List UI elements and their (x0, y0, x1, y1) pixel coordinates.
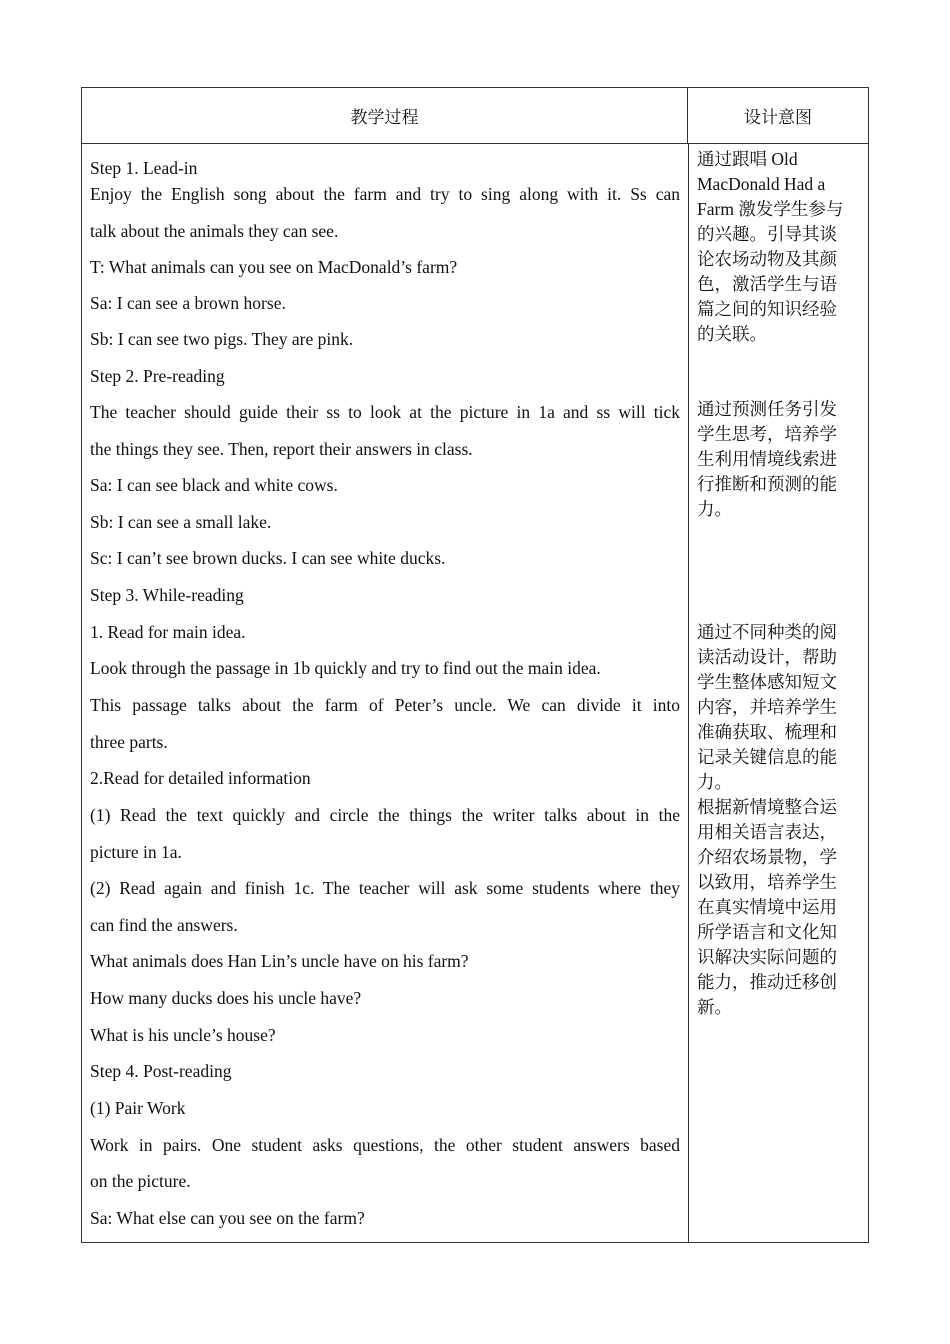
header-design-intent: 设计意图 (744, 108, 812, 127)
process-line: Sa: I can see black and white cows. (90, 475, 338, 495)
process-line: the things they see. Then, report their answers in class. (90, 439, 473, 459)
process-line: on the picture. (90, 1171, 191, 1191)
process-line: Work in pairs. One student asks questions, the other student answers based (90, 1135, 680, 1155)
intent-line: 学生思考，培养学 (697, 424, 837, 444)
process-line: (1) Read the text quickly and circle the things the writer talks about in the (90, 805, 680, 825)
intent-line: MacDonald Had a (697, 174, 826, 194)
process-line: 2.Read for detailed information (90, 768, 311, 788)
intent-line: 所学语言和文化知 (697, 922, 837, 942)
intent-line: 记录关键信息的能 (697, 747, 837, 767)
process-line: What animals does Han Lin’s uncle have on his farm? (90, 951, 469, 971)
intent-line: 通过跟唱 Old (697, 149, 798, 169)
table-header-row (82, 88, 868, 144)
lesson-plan-table (81, 87, 869, 1243)
process-line: The teacher should guide their ss to look at the picture in 1a and ss will tick (90, 402, 680, 422)
process-line: What is his uncle’s house? (90, 1025, 276, 1045)
intent-line: 力。 (697, 772, 732, 792)
process-line: Step 4. Post-reading (90, 1061, 232, 1081)
process-line: picture in 1a. (90, 842, 182, 862)
process-line: Sa: What else can you see on the farm? (90, 1208, 365, 1228)
intent-line: 论农场动物及其颜 (697, 249, 837, 269)
intent-line: 能力，推动迁移创 (697, 972, 837, 992)
process-line: Look through the passage in 1b quickly and try to find out the main idea. (90, 658, 601, 678)
process-line: How many ducks does his uncle have? (90, 988, 362, 1008)
process-line: This passage talks about the farm of Peter’s uncle. We can divide it into (90, 695, 680, 715)
process-line: Step 2. Pre-reading (90, 366, 225, 386)
intent-line: Farm 激发学生参与 (697, 199, 844, 219)
intent-line: 力。 (697, 499, 732, 519)
process-line: Enjoy the English song about the farm and try to sing along with it. Ss can (90, 184, 680, 204)
intent-line: 的关联。 (697, 324, 767, 344)
intent-line: 行推断和预测的能 (697, 474, 837, 494)
header-teaching-process: 教学过程 (82, 88, 688, 143)
intent-line: 新。 (697, 997, 732, 1017)
column-divider (688, 144, 689, 1242)
process-line: 1. Read for main idea. (90, 622, 246, 642)
intent-line: 介绍农场景物，学 (697, 847, 837, 867)
intent-line: 在真实情境中运用 (697, 897, 837, 917)
intent-line: 学生整体感知短文 (697, 672, 837, 692)
intent-line: 准确获取、梳理和 (697, 722, 837, 742)
intent-line: 以致用，培养学生 (697, 872, 837, 892)
intent-line: 用相关语言表达， (697, 822, 837, 842)
process-line: Sa: I can see a brown horse. (90, 293, 286, 313)
process-line: (2) Read again and finish 1c. The teacher will ask some students where they (90, 878, 680, 898)
process-line: Step 1. Lead-in (90, 158, 198, 178)
intent-line: 内容，并培养学生 (697, 697, 837, 717)
process-line: Sb: I can see a small lake. (90, 512, 272, 532)
intent-line: 生利用情境线索进 (697, 449, 837, 469)
intent-line: 通过预测任务引发 (697, 399, 837, 419)
process-line: Sc: I can’t see brown ducks. I can see white ducks. (90, 548, 446, 568)
process-line: talk about the animals they can see. (90, 221, 339, 241)
intent-line: 根据新情境整合运 (697, 797, 837, 817)
intent-line: 的兴趣。引导其谈 (697, 224, 837, 244)
process-line: Sb: I can see two pigs. They are pink. (90, 329, 354, 349)
process-line: Step 3. While-reading (90, 585, 244, 605)
intent-line: 通过不同种类的阅 (697, 622, 837, 642)
intent-line: 读活动设计，帮助 (697, 647, 837, 667)
process-line: three parts. (90, 732, 168, 752)
intent-line: 色，激活学生与语 (697, 274, 837, 294)
process-line: T: What animals can you see on MacDonald’s farm? (90, 257, 458, 277)
process-line: (1) Pair Work (90, 1098, 186, 1118)
process-line: can find the answers. (90, 915, 238, 935)
intent-line: 识解决实际问题的 (697, 947, 837, 967)
intent-line: 篇之间的知识经验 (697, 299, 837, 319)
